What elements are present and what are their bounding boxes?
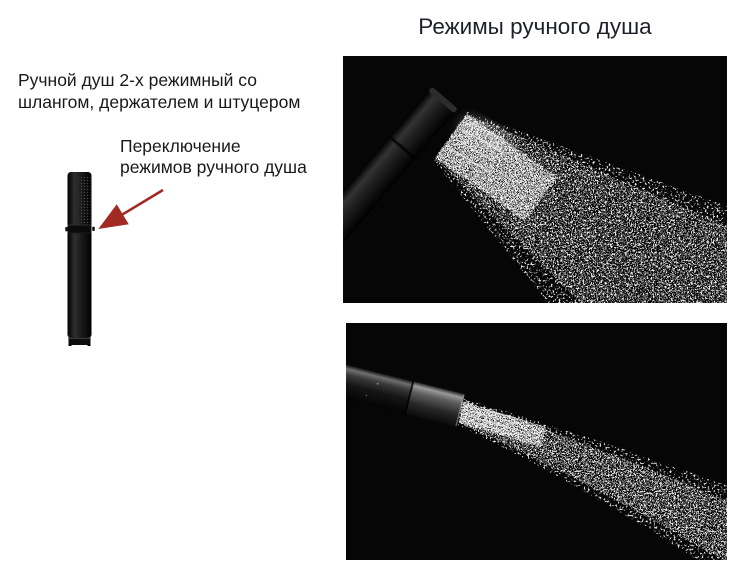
product-description-line1: Ручной душ 2-х режимный со [18, 70, 257, 90]
mode-switch-knob-left [65, 227, 68, 231]
mode-switch-annotation-line1: Переключение [120, 136, 241, 156]
shower-stick-nozzle-dots [79, 177, 91, 223]
mode-switch-annotation [120, 136, 350, 178]
jet-spray-mode-photo [346, 323, 727, 560]
mode-switch-annotation-line2: режимов ручного душа [120, 157, 307, 177]
product-description [18, 69, 328, 113]
product-description-line2: шлангом, держателем и штуцером [18, 92, 301, 112]
mode-switch-knob-right [92, 227, 95, 231]
mode-switch-arrow-icon [92, 182, 172, 236]
wide-spray-mode-photo [343, 56, 727, 303]
mode-switch-ring [68, 225, 92, 233]
hand-shower-product-image [62, 170, 98, 350]
page-title: Режимы ручного душа [418, 14, 652, 39]
shower-stick-bottom-cap [69, 339, 91, 346]
